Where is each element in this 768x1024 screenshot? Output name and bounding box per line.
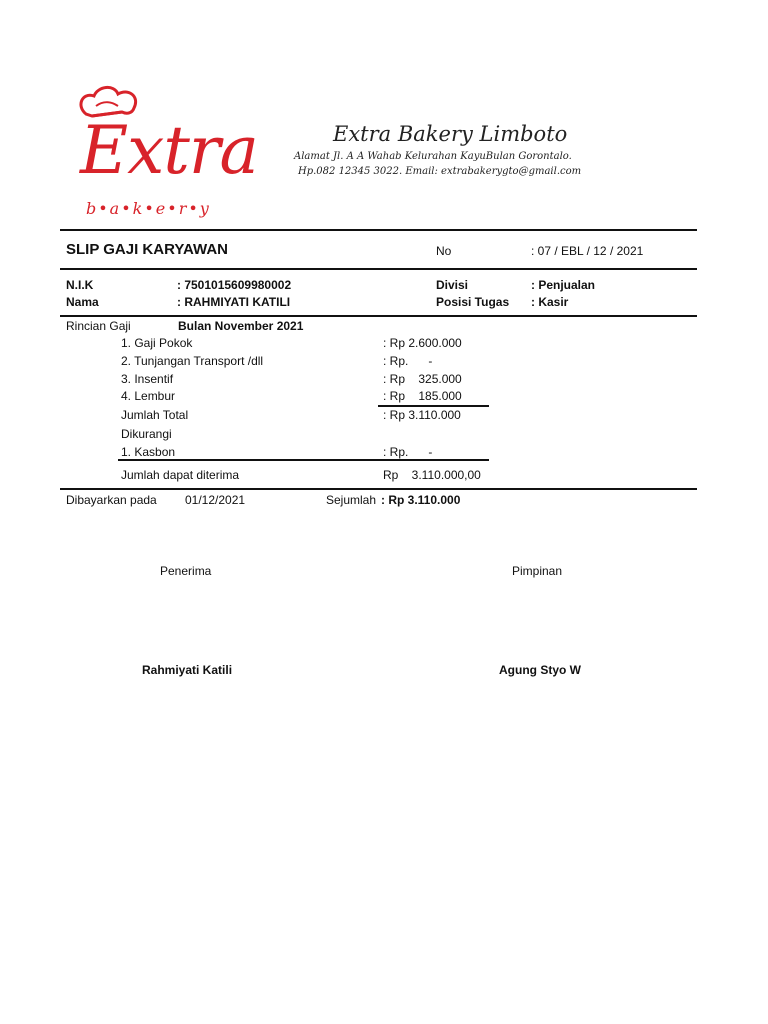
divisi-label: Divisi [436, 278, 469, 292]
rincian-label: Rincian Gaji [66, 319, 131, 333]
payment-date: 01/12/2021 [185, 493, 246, 507]
divider-payment [60, 488, 697, 490]
jumlah-total-label: Jumlah Total [121, 408, 189, 422]
rincian-bulan: Bulan November 2021 [178, 319, 304, 333]
company-name: Extra Bakery Limboto [333, 122, 568, 146]
posisi-label: Posisi Tugas [436, 295, 510, 309]
dikurangi-label: Dikurangi [121, 427, 172, 441]
logo-wordmark: Extra [80, 112, 258, 189]
posisi-value: : Kasir [531, 295, 569, 309]
divider-employee [60, 315, 697, 317]
nama-label: Nama [66, 295, 99, 309]
item-label: 4. Lembur [121, 389, 176, 403]
item-label: 2. Tunjangan Transport /dll [121, 354, 264, 368]
divider-subtotal [378, 405, 489, 407]
item-value: : Rp. - [383, 354, 433, 368]
divider-title [60, 268, 697, 270]
penerima-name: Rahmiyati Katili [142, 663, 233, 677]
company-logo [68, 84, 258, 226]
sejumlah-label: Sejumlah [326, 493, 377, 507]
dibayarkan-label: Dibayarkan pada [66, 493, 157, 507]
slip-title: SLIP GAJI KARYAWAN [66, 241, 228, 258]
penerima-label: Penerima [160, 564, 212, 578]
kasbon-value: : Rp. - [383, 445, 433, 459]
pimpinan-label: Pimpinan [512, 564, 563, 578]
slip-no-value: : 07 / EBL / 12 / 2021 [531, 244, 644, 258]
item-label: 3. Insentif [121, 372, 174, 386]
company-address: Alamat Jl. A A Wahab Kelurahan KayuBulan Gorontalo. [294, 151, 572, 162]
divider-top [60, 229, 697, 231]
logo-subtitle: b•a•k•e•r•y [86, 199, 211, 218]
company-contact: Hp.082 12345 3022. Email: extrabakerygto@gmail.com [298, 166, 582, 177]
kasbon-label: 1. Kasbon [121, 445, 176, 459]
nama-value: : RAHMIYATI KATILI [177, 295, 291, 309]
item-label: 1. Gaji Pokok [121, 336, 193, 350]
diterima-label: Jumlah dapat diterima [121, 468, 240, 482]
item-value: : Rp 325.000 [383, 372, 462, 386]
item-value: : Rp 2.600.000 [383, 336, 462, 350]
diterima-value: Rp 3.110.000,00 [383, 468, 481, 482]
divider-deduction [118, 459, 489, 461]
payment-amount: : Rp 3.110.000 [381, 493, 461, 507]
pimpinan-name: Agung Styo W [499, 663, 581, 677]
nik-value: : 7501015609980002 [177, 278, 292, 292]
slip-no-label: No [436, 244, 452, 258]
item-value: : Rp 185.000 [383, 389, 462, 403]
jumlah-total-value: : Rp 3.110.000 [383, 408, 461, 422]
divisi-value: : Penjualan [531, 278, 596, 292]
nik-label: N.I.K [66, 278, 94, 292]
